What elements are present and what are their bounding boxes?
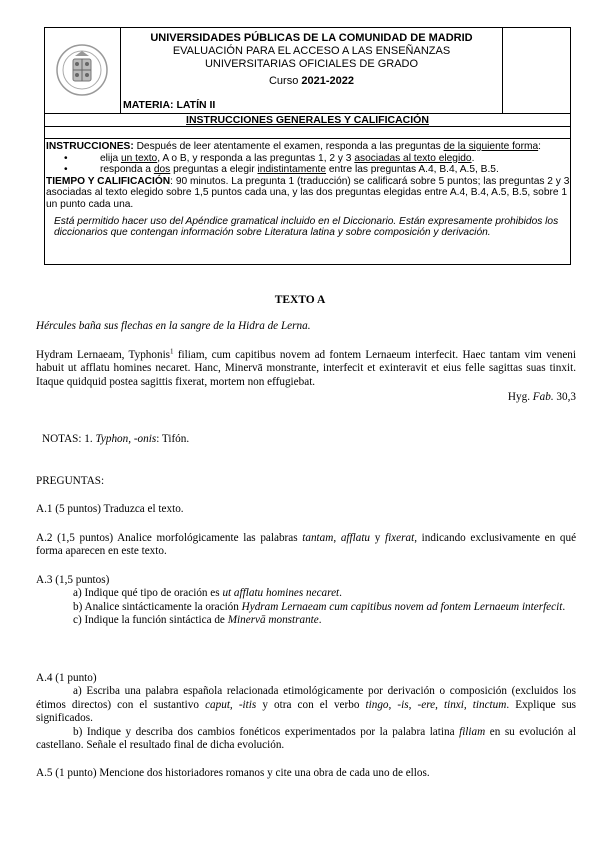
a3b-pre: b) Analice sintácticamente la oración — [73, 600, 239, 613]
a4a-pre: a) Escriba una palabra española relacionada etimológicamente por derivación o composición (excluidos los étimos directos) con el sustantivo — [36, 685, 576, 711]
b2-u1: dos — [153, 164, 171, 176]
b2-u2: indistintamente — [257, 164, 327, 176]
a3b-italic: Hydram Lernaeam cum capitibus novem ad fontem Lernaeum interfecit — [241, 600, 563, 613]
b1-u2: asociadas al texto elegido — [354, 152, 472, 164]
instructions-lead-text: Después de leer atentamente el examen, responda a las preguntas — [136, 141, 441, 152]
b1-u1: un texto — [120, 152, 158, 164]
question-a3 — [36, 574, 576, 628]
dictionary-note: Está permitido hacer uso del Apéndice gramatical incluido en el Diccionario. Están expresamente prohibidos los diccionarios que contengan información sobre Literatura latina y sobre composición y derivación. — [54, 215, 559, 239]
text-a-subtitle: Hércules baña sus flechas en la sangre de la Hidra de Lerna. — [36, 320, 311, 332]
a4a-italic-1: caput, -itis — [205, 698, 257, 711]
course-line — [121, 75, 502, 88]
question-a2: A.2 (1,5 puntos) Analice morfológicamente las palabras tantam, afflatu y fixerat, indicando exclusivamente en qué forma aparecen en este texto. — [36, 532, 577, 558]
a3-part-a: a) Indique qué tipo de oración es ut afflatu homines necaret. — [73, 587, 342, 600]
latin-passage — [36, 349, 576, 389]
instructions-lead-bold: INSTRUCCIONES: — [46, 141, 134, 152]
notes-term: Typhon, -onis — [95, 433, 157, 445]
question-a5: A.5 (1 punto) Mencione dos historiadores romanos y cite una obra de cada uno de ellos. — [36, 767, 430, 779]
header-title-block — [121, 32, 502, 88]
exam-header-box — [44, 27, 571, 265]
header-divider — [45, 138, 570, 139]
a2-y: y — [374, 532, 381, 544]
source-work: Fab. — [532, 391, 554, 403]
passage-source — [36, 391, 576, 404]
header-divider — [502, 28, 503, 113]
b1-a: elija — [100, 152, 119, 164]
a3c-italic: Minervā monstrante — [227, 614, 319, 627]
a3-heading: A.3 (1,5 puntos) — [36, 574, 110, 586]
a4b-italic: filiam — [459, 725, 486, 738]
notes-line — [42, 433, 582, 446]
question-a1: A.1 (5 puntos) Traduzca el texto. — [36, 503, 184, 515]
a4-part-b — [36, 726, 576, 753]
instructions-block — [46, 141, 570, 239]
instructions-lead-underline: de la siguiente forma — [443, 141, 539, 152]
instructions-title: INSTRUCCIONES GENERALES Y CALIFICACIÓN — [186, 114, 429, 126]
header-divider — [45, 126, 570, 127]
a4a-mid: y otra con el verbo — [262, 698, 360, 711]
a4a-italic-2: tingo, -is, -ere, tinxi, tinctum — [365, 698, 507, 711]
course-label: Curso — [268, 75, 299, 87]
latin-part-1: Hydram Lernaeam, Typhonis — [36, 349, 171, 361]
questions-heading: PREGUNTAS: — [36, 475, 105, 487]
source-ref: 30,3 — [556, 391, 576, 403]
a4b-pre: b) Indique y describa dos cambios fonéticos experimentados por la palabra latina — [73, 725, 455, 738]
b1-b: , A o B, y responda a las preguntas 1, 2 y 3 — [157, 152, 352, 164]
time-bold: TIEMPO Y CALIFICACIÓN — [46, 175, 171, 187]
b2-b: preguntas a elegir — [173, 164, 255, 176]
a2-pre: A.2 (1,5 puntos) Analice morfológicamente las palabras — [36, 532, 298, 544]
notes-label: NOTAS: 1. — [42, 433, 93, 445]
time-text: : 90 minutos. La pregunta 1 (traducción) se calificará sobre 5 puntos; las preguntas 2 y 3 asociadas al texto elegido sobre 1,5 puntos cada una, y las dos preguntas elegidas entre A.4, B.4, A.5, B.5, sobre 1 un punto cada una. — [46, 175, 570, 210]
instructions-lead: INSTRUCCIONES: Después de leer atentamente el examen, responda a las preguntas de la siguiente forma: — [46, 141, 541, 152]
subject-label: MATERIA: LATÍN II — [123, 99, 216, 111]
notes-meaning: : Tifón. — [156, 433, 190, 445]
a3-part-c: c) Indique la función sintáctica de Minervā monstrante. — [73, 614, 322, 627]
a2-word-1: tantam — [302, 532, 334, 544]
a4a-post: . Explique sus significados. — [36, 698, 577, 725]
a4b-post: en su evolución al castellano. Señale el resultado final de dicha evolución. — [36, 725, 577, 752]
university-name: UNIVERSIDADES PÚBLICAS DE LA COMUNIDAD DE MADRID — [150, 32, 473, 44]
exam-name-line2: UNIVERSITARIAS OFICIALES DE GRADO — [204, 58, 419, 70]
a3a-pre: a) Indique qué tipo de oración es — [73, 587, 220, 600]
university-seal-logo — [55, 39, 109, 101]
instruction-bullet-2 — [46, 164, 570, 176]
a3-part-b: b) Analice sintácticamente la oración Hydram Lernaeam cum capitibus novem ad fontem Lernaeum interfecit. — [73, 600, 566, 613]
a4-part-a — [36, 685, 576, 725]
text-a-subtitle-text: Hércules baña sus flechas en la sangre de la Hidra de Lerna — [36, 320, 308, 332]
question-a4 — [36, 672, 576, 752]
footnote-mark: 1 — [170, 347, 174, 356]
b2-c: entre las preguntas A.4, B.4, A.5, B.5. — [328, 164, 499, 176]
a3a-italic: ut afflatu homines necaret — [222, 587, 340, 600]
course-year: 2021-2022 — [301, 75, 354, 87]
latin-part-2: filiam, cum capitibus novem ad fontem Lernaeum interfecit. Haec tantam vim veneni habuit ut afflatu homines necaret. Hanc, Minervā monstrante, interfecit et exinteravit et eius felle sagittas suas tinxit. Itaque quidquid postea sagittis fixerat, mortem non effugiebat. — [36, 349, 576, 388]
a4-heading: A.4 (1 punto) — [36, 672, 97, 684]
text-a-title: TEXTO A — [274, 294, 326, 306]
a3c-pre: c) Indique la función sintáctica de — [73, 614, 225, 627]
instruction-bullet-1: • elija un texto, A o B, y responda a las preguntas 1, 2 y 3 asociadas al texto elegido. — [46, 153, 570, 165]
a2-word-2: afflatu — [340, 532, 371, 544]
exam-name-line1: EVALUACIÓN PARA EL ACCESO A LAS ENSEÑANZAS — [172, 45, 451, 57]
time-and-grading — [46, 176, 570, 211]
a2-word-3: fixerat — [384, 532, 415, 544]
b2-a: responda a — [100, 164, 151, 176]
source-author: Hyg. — [507, 391, 530, 403]
a2-post: , indicando exclusivamente en qué forma aparecen en este texto. — [36, 532, 577, 558]
